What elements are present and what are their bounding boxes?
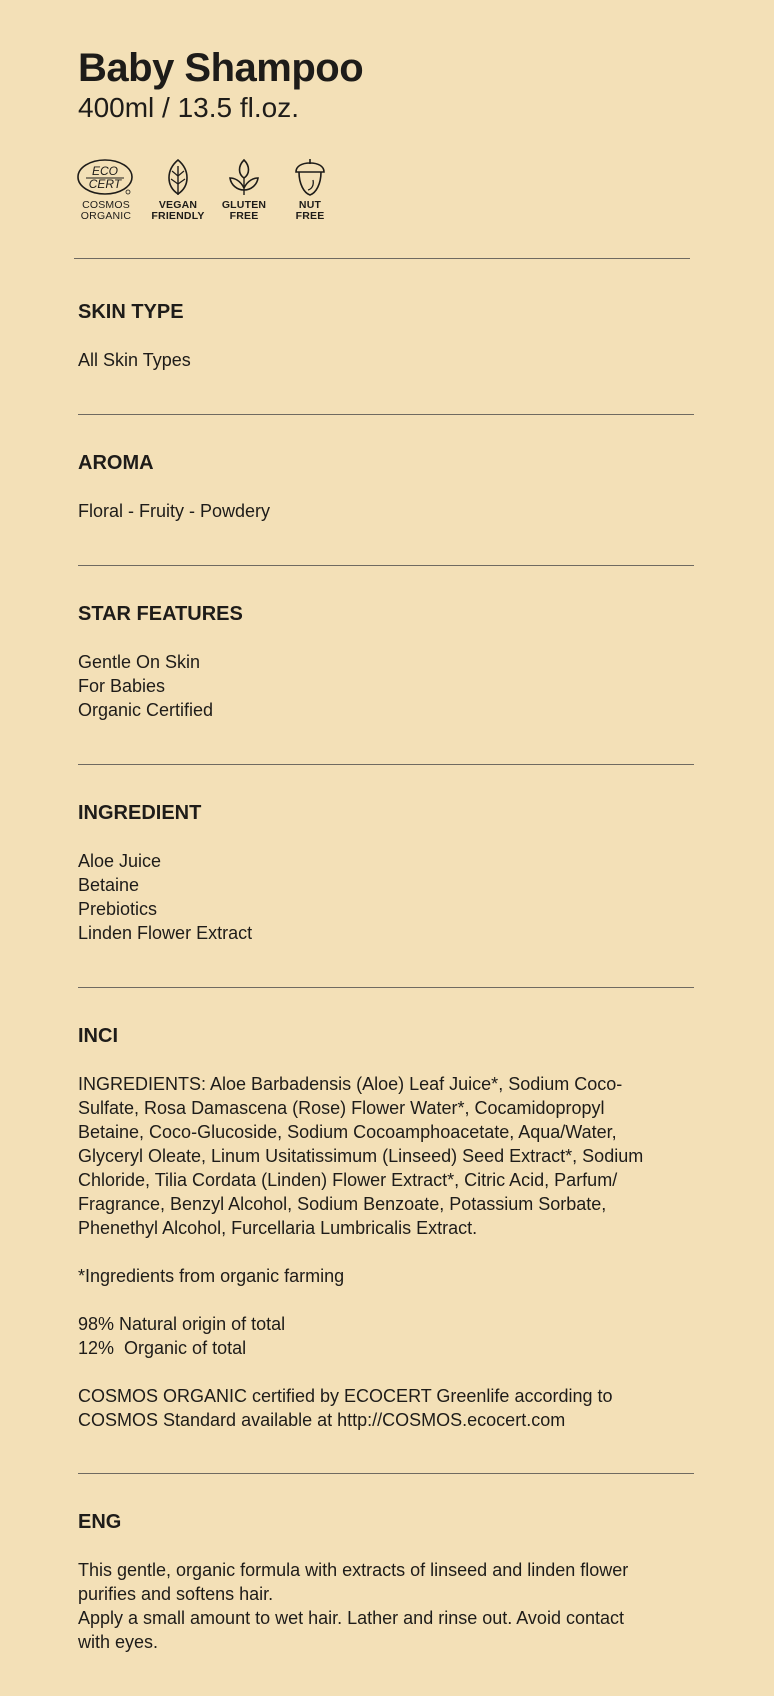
section-body-eng (78, 1558, 694, 1654)
inci-line: Fragrance, Benzyl Alcohol, Sodium Benzoate, Potassium Sorbate, (78, 1194, 607, 1214)
inci-line: Phenethyl Alcohol, Furcellaria Lumbricalis Extract. (78, 1218, 478, 1238)
product-size: 400ml / 13.5 fl.oz. (78, 92, 300, 123)
section-heading-eng: ENG (78, 1511, 122, 1533)
section-heading-star-features: STAR FEATURES (78, 603, 243, 625)
badge-label-gluten-free: GLUTEN FREE (221, 199, 267, 222)
section-inci (78, 1024, 694, 1432)
badge-nut-free (282, 158, 338, 222)
cert-line: COSMOS ORGANIC certified by ECOCERT Greenlife according to (78, 1386, 613, 1406)
list-item: Betaine (78, 875, 140, 895)
section-heading-ingredient: INGREDIENT (78, 802, 202, 824)
section-heading-aroma: AROMA (78, 452, 154, 474)
organic-note (78, 1264, 694, 1288)
section-ingredient (78, 801, 694, 945)
list-item: Linden Flower Extract (78, 923, 253, 943)
certification-statement (78, 1384, 694, 1432)
section-body-aroma (78, 499, 694, 523)
list-item: Prebiotics (78, 899, 158, 919)
inci-line: INGREDIENTS: Aloe Barbadensis (Aloe) Leaf Juice*, Sodium Coco- (78, 1074, 623, 1094)
list-item: Gentle On Skin (78, 652, 201, 672)
divider (78, 414, 694, 415)
list-item: Aloe Juice (78, 851, 162, 871)
badge-gluten-free (216, 158, 272, 222)
eng-line: purifies and softens hair. (78, 1584, 274, 1604)
svg-text:ECO: ECO (91, 164, 119, 178)
ecocert-icon (76, 158, 136, 196)
badge-label-nut-free: NUT FREE (295, 199, 325, 222)
divider (78, 565, 694, 566)
certification-badges (78, 158, 378, 228)
natural-origin-text: 98% Natural origin of total (78, 1314, 286, 1334)
list-item: Floral - Fruity - Powdery (78, 501, 271, 521)
section-eng (78, 1510, 694, 1654)
eng-line: This gentle, organic formula with extracts of linseed and linden flower (78, 1560, 629, 1580)
section-aroma (78, 451, 694, 523)
badge-vegan-friendly (150, 158, 206, 222)
section-heading-inci: INCI (78, 1025, 118, 1047)
section-skin-type (78, 300, 694, 372)
eng-line: with eyes. (78, 1632, 159, 1652)
inci-line: Sulfate, Rosa Damascena (Rose) Flower Water*, Cocamidopropyl (78, 1098, 605, 1118)
badge-cosmos-organic (76, 158, 136, 222)
divider (78, 764, 694, 765)
list-item: All Skin Types (78, 350, 191, 370)
inci-line: Glyceryl Oleate, Linum Usitatissimum (Linseed) Seed Extract*, Sodium (78, 1146, 644, 1166)
acorn-icon (292, 158, 328, 196)
organic-note-text: *Ingredients from organic farming (78, 1266, 345, 1286)
section-heading-skin-type: SKIN TYPE (78, 301, 184, 323)
organic-total-text: 12% Organic of total (78, 1338, 247, 1358)
section-body-star-features (78, 650, 694, 722)
list-item: Organic Certified (78, 700, 214, 720)
section-star-features (78, 602, 694, 722)
badge-label-vegan-friendly: VEGAN FRIENDLY (151, 199, 205, 222)
leaf-icon (160, 158, 196, 196)
origin-percentages (78, 1312, 694, 1360)
svg-text:CERT: CERT (88, 177, 122, 191)
inci-line: Chloride, Tilia Cordata (Linden) Flower Extract*, Citric Acid, Parfum/ (78, 1170, 618, 1190)
inci-ingredients (78, 1072, 694, 1240)
divider (74, 258, 690, 259)
eng-line: Apply a small amount to wet hair. Lather and rinse out. Avoid contact (78, 1608, 624, 1628)
section-body-skin-type (78, 348, 694, 372)
section-body-inci (78, 1072, 694, 1432)
inci-line: Betaine, Coco-Glucoside, Sodium Cocoamphoacetate, Aqua/Water, (78, 1122, 617, 1142)
divider (78, 1473, 694, 1474)
list-item: For Babies (78, 676, 166, 696)
divider (78, 987, 694, 988)
badge-label-cosmos-organic: COSMOS ORGANIC (80, 199, 132, 222)
section-body-ingredient (78, 849, 694, 945)
cert-line: COSMOS Standard available at http://COSMOS.ecocert.com (78, 1410, 566, 1430)
wheat-icon (226, 158, 262, 196)
product-title: Baby Shampoo (78, 46, 364, 90)
